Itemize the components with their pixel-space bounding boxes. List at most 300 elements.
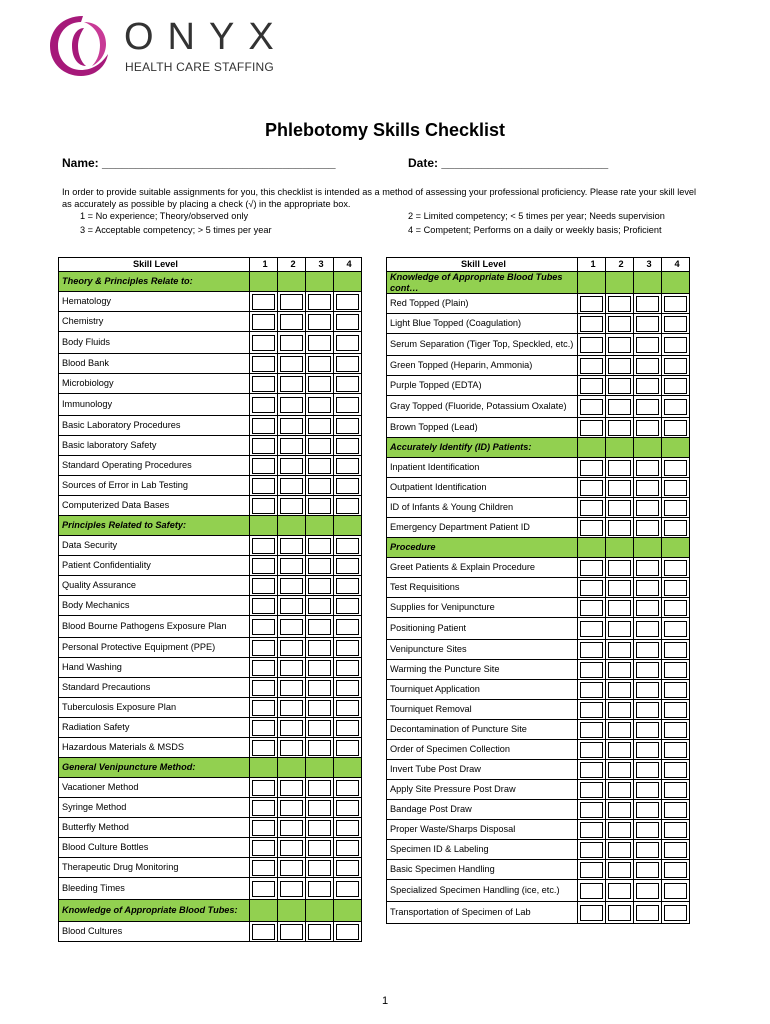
level-2-cell[interactable] [606, 860, 634, 880]
level-4-checkbox[interactable] [664, 822, 687, 838]
level-3-checkbox[interactable] [308, 860, 331, 876]
level-4-checkbox[interactable] [664, 580, 687, 596]
level-2-checkbox[interactable] [280, 619, 303, 635]
level-1-checkbox[interactable] [252, 780, 275, 796]
level-1-checkbox[interactable] [252, 356, 275, 372]
level-4-checkbox[interactable] [336, 478, 359, 494]
level-2-checkbox[interactable] [280, 478, 303, 494]
level-3-cell[interactable] [634, 902, 662, 924]
level-1-cell[interactable] [250, 312, 278, 332]
level-2-cell[interactable] [278, 496, 306, 516]
level-4-checkbox[interactable] [336, 578, 359, 594]
level-4-cell[interactable] [334, 416, 362, 436]
level-3-cell[interactable] [306, 354, 334, 374]
level-4-checkbox[interactable] [336, 740, 359, 756]
level-2-checkbox[interactable] [280, 418, 303, 434]
level-1-cell[interactable] [250, 858, 278, 878]
level-1-checkbox[interactable] [252, 294, 275, 310]
level-1-checkbox[interactable] [580, 580, 603, 596]
level-4-cell[interactable] [662, 396, 690, 418]
level-1-cell[interactable] [250, 818, 278, 838]
level-4-cell[interactable] [334, 576, 362, 596]
level-2-checkbox[interactable] [608, 296, 631, 312]
level-4-cell[interactable] [334, 638, 362, 658]
level-1-cell[interactable] [250, 718, 278, 738]
level-3-cell[interactable] [306, 394, 334, 416]
level-3-checkbox[interactable] [636, 337, 659, 353]
level-2-checkbox[interactable] [280, 720, 303, 736]
level-1-cell[interactable] [578, 498, 606, 518]
level-3-checkbox[interactable] [308, 538, 331, 554]
level-2-cell[interactable] [606, 498, 634, 518]
level-4-checkbox[interactable] [664, 480, 687, 496]
level-2-checkbox[interactable] [608, 500, 631, 516]
level-4-cell[interactable] [334, 476, 362, 496]
level-4-cell[interactable] [662, 680, 690, 700]
level-2-cell[interactable] [606, 820, 634, 840]
level-4-checkbox[interactable] [336, 780, 359, 796]
level-3-checkbox[interactable] [308, 700, 331, 716]
level-2-cell[interactable] [278, 456, 306, 476]
level-3-checkbox[interactable] [636, 842, 659, 858]
level-4-checkbox[interactable] [336, 418, 359, 434]
level-3-cell[interactable] [634, 700, 662, 720]
level-1-cell[interactable] [578, 518, 606, 538]
level-1-cell[interactable] [250, 536, 278, 556]
level-2-checkbox[interactable] [280, 660, 303, 676]
level-2-checkbox[interactable] [608, 742, 631, 758]
level-3-cell[interactable] [306, 556, 334, 576]
level-4-cell[interactable] [662, 840, 690, 860]
level-3-cell[interactable] [634, 498, 662, 518]
level-2-cell[interactable] [606, 518, 634, 538]
level-4-checkbox[interactable] [336, 924, 359, 940]
level-1-checkbox[interactable] [580, 600, 603, 616]
level-1-checkbox[interactable] [252, 720, 275, 736]
level-4-checkbox[interactable] [664, 316, 687, 332]
level-1-cell[interactable] [578, 820, 606, 840]
level-4-checkbox[interactable] [664, 296, 687, 312]
level-4-cell[interactable] [334, 536, 362, 556]
level-2-checkbox[interactable] [608, 337, 631, 353]
level-3-checkbox[interactable] [308, 840, 331, 856]
level-4-checkbox[interactable] [664, 420, 687, 436]
level-4-cell[interactable] [662, 820, 690, 840]
level-2-checkbox[interactable] [608, 762, 631, 778]
level-3-cell[interactable] [306, 922, 334, 942]
level-4-checkbox[interactable] [664, 621, 687, 637]
level-3-cell[interactable] [306, 838, 334, 858]
level-3-cell[interactable] [306, 718, 334, 738]
level-4-cell[interactable] [334, 596, 362, 616]
level-1-cell[interactable] [578, 294, 606, 314]
level-1-checkbox[interactable] [252, 538, 275, 554]
level-2-checkbox[interactable] [608, 378, 631, 394]
level-3-checkbox[interactable] [308, 294, 331, 310]
level-1-checkbox[interactable] [252, 458, 275, 474]
level-3-checkbox[interactable] [636, 822, 659, 838]
level-1-checkbox[interactable] [580, 822, 603, 838]
level-2-checkbox[interactable] [608, 399, 631, 415]
level-4-checkbox[interactable] [336, 680, 359, 696]
level-2-checkbox[interactable] [608, 842, 631, 858]
level-1-checkbox[interactable] [580, 621, 603, 637]
level-2-checkbox[interactable] [280, 840, 303, 856]
level-1-checkbox[interactable] [580, 682, 603, 698]
level-2-cell[interactable] [606, 578, 634, 598]
level-3-checkbox[interactable] [308, 578, 331, 594]
level-3-checkbox[interactable] [636, 560, 659, 576]
level-2-checkbox[interactable] [280, 924, 303, 940]
level-4-checkbox[interactable] [336, 700, 359, 716]
level-4-checkbox[interactable] [336, 438, 359, 454]
level-3-checkbox[interactable] [636, 378, 659, 394]
level-1-checkbox[interactable] [580, 662, 603, 678]
level-3-checkbox[interactable] [308, 881, 331, 897]
level-1-checkbox[interactable] [580, 883, 603, 899]
level-1-cell[interactable] [250, 616, 278, 638]
level-2-cell[interactable] [606, 640, 634, 660]
level-4-cell[interactable] [334, 292, 362, 312]
level-3-checkbox[interactable] [308, 820, 331, 836]
level-2-cell[interactable] [606, 700, 634, 720]
level-2-cell[interactable] [278, 436, 306, 456]
level-2-checkbox[interactable] [608, 420, 631, 436]
level-1-cell[interactable] [578, 578, 606, 598]
level-1-checkbox[interactable] [252, 598, 275, 614]
level-3-cell[interactable] [306, 738, 334, 758]
level-2-cell[interactable] [606, 840, 634, 860]
level-1-cell[interactable] [250, 576, 278, 596]
level-3-checkbox[interactable] [308, 640, 331, 656]
level-3-cell[interactable] [634, 518, 662, 538]
level-1-cell[interactable] [578, 478, 606, 498]
level-2-checkbox[interactable] [280, 314, 303, 330]
level-1-cell[interactable] [250, 416, 278, 436]
level-2-checkbox[interactable] [280, 598, 303, 614]
level-2-checkbox[interactable] [280, 538, 303, 554]
level-2-cell[interactable] [278, 332, 306, 354]
level-1-checkbox[interactable] [580, 378, 603, 394]
level-4-cell[interactable] [662, 418, 690, 438]
level-3-cell[interactable] [634, 660, 662, 680]
level-1-cell[interactable] [578, 760, 606, 780]
level-2-cell[interactable] [606, 618, 634, 640]
level-4-checkbox[interactable] [664, 500, 687, 516]
level-2-cell[interactable] [278, 616, 306, 638]
level-3-cell[interactable] [634, 780, 662, 800]
level-1-cell[interactable] [250, 596, 278, 616]
level-4-checkbox[interactable] [336, 660, 359, 676]
level-3-checkbox[interactable] [636, 802, 659, 818]
level-3-checkbox[interactable] [636, 460, 659, 476]
level-4-cell[interactable] [334, 818, 362, 838]
level-4-cell[interactable] [662, 660, 690, 680]
level-4-checkbox[interactable] [336, 800, 359, 816]
level-2-cell[interactable] [606, 314, 634, 334]
level-1-cell[interactable] [578, 314, 606, 334]
level-4-checkbox[interactable] [336, 314, 359, 330]
level-4-checkbox[interactable] [336, 356, 359, 372]
level-2-checkbox[interactable] [280, 740, 303, 756]
level-2-checkbox[interactable] [608, 480, 631, 496]
level-3-checkbox[interactable] [636, 905, 659, 921]
level-3-cell[interactable] [634, 618, 662, 640]
level-4-cell[interactable] [662, 598, 690, 618]
level-4-cell[interactable] [334, 616, 362, 638]
level-4-cell[interactable] [662, 720, 690, 740]
level-2-cell[interactable] [278, 878, 306, 900]
level-2-cell[interactable] [278, 678, 306, 698]
level-4-cell[interactable] [662, 800, 690, 820]
level-2-checkbox[interactable] [608, 600, 631, 616]
level-1-checkbox[interactable] [252, 478, 275, 494]
level-1-checkbox[interactable] [252, 558, 275, 574]
level-3-checkbox[interactable] [308, 356, 331, 372]
level-1-checkbox[interactable] [252, 578, 275, 594]
level-3-cell[interactable] [306, 878, 334, 900]
level-3-cell[interactable] [634, 578, 662, 598]
level-3-cell[interactable] [634, 840, 662, 860]
level-1-checkbox[interactable] [252, 376, 275, 392]
level-1-cell[interactable] [250, 698, 278, 718]
level-2-checkbox[interactable] [280, 376, 303, 392]
level-3-checkbox[interactable] [308, 619, 331, 635]
level-2-checkbox[interactable] [608, 580, 631, 596]
level-4-cell[interactable] [662, 902, 690, 924]
level-1-cell[interactable] [250, 638, 278, 658]
level-2-checkbox[interactable] [608, 862, 631, 878]
level-4-cell[interactable] [334, 838, 362, 858]
level-2-checkbox[interactable] [608, 883, 631, 899]
level-3-checkbox[interactable] [308, 438, 331, 454]
level-2-checkbox[interactable] [280, 700, 303, 716]
level-2-cell[interactable] [278, 798, 306, 818]
level-4-checkbox[interactable] [664, 682, 687, 698]
level-1-checkbox[interactable] [580, 316, 603, 332]
level-1-cell[interactable] [578, 840, 606, 860]
level-4-checkbox[interactable] [336, 294, 359, 310]
level-4-cell[interactable] [662, 880, 690, 902]
level-1-cell[interactable] [250, 476, 278, 496]
level-2-cell[interactable] [606, 598, 634, 618]
level-4-cell[interactable] [662, 478, 690, 498]
name-field[interactable]: Name: ___________________________________ [62, 156, 336, 170]
level-4-checkbox[interactable] [336, 619, 359, 635]
level-4-cell[interactable] [334, 312, 362, 332]
level-3-cell[interactable] [634, 458, 662, 478]
level-4-cell[interactable] [334, 332, 362, 354]
level-4-checkbox[interactable] [336, 376, 359, 392]
level-3-cell[interactable] [306, 596, 334, 616]
level-2-checkbox[interactable] [608, 560, 631, 576]
level-4-cell[interactable] [334, 738, 362, 758]
level-2-checkbox[interactable] [608, 702, 631, 718]
level-1-cell[interactable] [578, 356, 606, 376]
level-4-checkbox[interactable] [336, 458, 359, 474]
level-3-cell[interactable] [306, 818, 334, 838]
level-3-checkbox[interactable] [308, 924, 331, 940]
level-4-checkbox[interactable] [664, 520, 687, 536]
level-1-checkbox[interactable] [252, 680, 275, 696]
level-1-checkbox[interactable] [580, 460, 603, 476]
level-1-checkbox[interactable] [252, 640, 275, 656]
level-2-cell[interactable] [606, 740, 634, 760]
level-2-checkbox[interactable] [608, 802, 631, 818]
level-4-cell[interactable] [334, 394, 362, 416]
level-4-cell[interactable] [334, 678, 362, 698]
level-1-checkbox[interactable] [580, 480, 603, 496]
level-4-checkbox[interactable] [664, 460, 687, 476]
level-1-checkbox[interactable] [580, 358, 603, 374]
level-3-checkbox[interactable] [308, 314, 331, 330]
level-4-cell[interactable] [662, 618, 690, 640]
level-3-checkbox[interactable] [308, 740, 331, 756]
level-4-checkbox[interactable] [664, 662, 687, 678]
level-2-checkbox[interactable] [280, 860, 303, 876]
level-3-checkbox[interactable] [636, 862, 659, 878]
level-3-cell[interactable] [634, 478, 662, 498]
level-1-checkbox[interactable] [252, 498, 275, 514]
level-2-checkbox[interactable] [280, 438, 303, 454]
level-3-cell[interactable] [634, 760, 662, 780]
level-4-checkbox[interactable] [664, 742, 687, 758]
level-1-cell[interactable] [578, 680, 606, 700]
level-4-checkbox[interactable] [336, 397, 359, 413]
level-3-checkbox[interactable] [308, 598, 331, 614]
level-1-cell[interactable] [578, 780, 606, 800]
level-2-cell[interactable] [278, 858, 306, 878]
level-1-cell[interactable] [250, 678, 278, 698]
level-4-cell[interactable] [334, 556, 362, 576]
level-4-cell[interactable] [662, 294, 690, 314]
level-3-cell[interactable] [634, 800, 662, 820]
level-1-checkbox[interactable] [580, 782, 603, 798]
level-2-checkbox[interactable] [280, 881, 303, 897]
level-1-checkbox[interactable] [580, 420, 603, 436]
level-4-checkbox[interactable] [664, 378, 687, 394]
level-4-checkbox[interactable] [336, 820, 359, 836]
level-1-cell[interactable] [250, 436, 278, 456]
level-3-checkbox[interactable] [308, 660, 331, 676]
level-2-checkbox[interactable] [608, 822, 631, 838]
level-2-cell[interactable] [278, 596, 306, 616]
level-1-cell[interactable] [250, 738, 278, 758]
level-1-checkbox[interactable] [580, 802, 603, 818]
level-3-cell[interactable] [306, 698, 334, 718]
level-4-checkbox[interactable] [664, 702, 687, 718]
level-4-cell[interactable] [334, 354, 362, 374]
level-4-checkbox[interactable] [664, 358, 687, 374]
level-4-checkbox[interactable] [336, 558, 359, 574]
level-2-checkbox[interactable] [280, 640, 303, 656]
level-2-cell[interactable] [278, 292, 306, 312]
level-2-cell[interactable] [278, 638, 306, 658]
level-3-checkbox[interactable] [636, 621, 659, 637]
level-3-cell[interactable] [306, 576, 334, 596]
level-2-checkbox[interactable] [608, 642, 631, 658]
level-4-checkbox[interactable] [664, 399, 687, 415]
level-4-checkbox[interactable] [336, 840, 359, 856]
level-4-checkbox[interactable] [336, 335, 359, 351]
level-1-checkbox[interactable] [252, 924, 275, 940]
level-3-checkbox[interactable] [636, 420, 659, 436]
level-3-cell[interactable] [306, 616, 334, 638]
level-1-cell[interactable] [250, 332, 278, 354]
level-4-cell[interactable] [662, 640, 690, 660]
level-2-cell[interactable] [606, 780, 634, 800]
level-4-checkbox[interactable] [664, 782, 687, 798]
level-1-checkbox[interactable] [580, 862, 603, 878]
level-4-checkbox[interactable] [664, 762, 687, 778]
level-4-cell[interactable] [662, 458, 690, 478]
level-3-checkbox[interactable] [636, 682, 659, 698]
level-2-cell[interactable] [278, 718, 306, 738]
level-2-cell[interactable] [606, 458, 634, 478]
level-3-checkbox[interactable] [308, 478, 331, 494]
level-4-cell[interactable] [334, 718, 362, 738]
level-2-cell[interactable] [278, 778, 306, 798]
level-3-checkbox[interactable] [636, 722, 659, 738]
level-1-checkbox[interactable] [252, 660, 275, 676]
level-2-checkbox[interactable] [280, 558, 303, 574]
level-1-cell[interactable] [578, 860, 606, 880]
level-4-checkbox[interactable] [664, 802, 687, 818]
level-2-checkbox[interactable] [608, 905, 631, 921]
level-1-cell[interactable] [250, 778, 278, 798]
level-1-checkbox[interactable] [580, 702, 603, 718]
level-2-cell[interactable] [278, 818, 306, 838]
level-1-cell[interactable] [578, 740, 606, 760]
level-2-checkbox[interactable] [280, 397, 303, 413]
level-4-cell[interactable] [334, 878, 362, 900]
level-3-checkbox[interactable] [636, 662, 659, 678]
level-3-checkbox[interactable] [636, 782, 659, 798]
level-1-cell[interactable] [578, 376, 606, 396]
level-1-checkbox[interactable] [252, 397, 275, 413]
level-4-checkbox[interactable] [664, 337, 687, 353]
level-1-checkbox[interactable] [580, 742, 603, 758]
level-1-cell[interactable] [250, 354, 278, 374]
level-2-cell[interactable] [278, 476, 306, 496]
level-2-cell[interactable] [278, 698, 306, 718]
level-1-cell[interactable] [578, 458, 606, 478]
level-3-cell[interactable] [306, 658, 334, 678]
level-1-checkbox[interactable] [580, 722, 603, 738]
level-2-cell[interactable] [606, 720, 634, 740]
level-3-cell[interactable] [634, 720, 662, 740]
level-1-checkbox[interactable] [252, 840, 275, 856]
level-1-cell[interactable] [578, 598, 606, 618]
level-3-cell[interactable] [306, 798, 334, 818]
level-3-cell[interactable] [634, 376, 662, 396]
level-2-cell[interactable] [278, 738, 306, 758]
level-1-checkbox[interactable] [580, 905, 603, 921]
level-2-cell[interactable] [606, 660, 634, 680]
level-4-cell[interactable] [662, 760, 690, 780]
level-1-checkbox[interactable] [580, 296, 603, 312]
level-2-checkbox[interactable] [608, 520, 631, 536]
level-1-checkbox[interactable] [580, 520, 603, 536]
level-3-checkbox[interactable] [636, 642, 659, 658]
level-4-cell[interactable] [334, 698, 362, 718]
level-4-checkbox[interactable] [664, 560, 687, 576]
level-3-cell[interactable] [634, 740, 662, 760]
level-1-checkbox[interactable] [580, 642, 603, 658]
level-2-checkbox[interactable] [280, 458, 303, 474]
level-2-cell[interactable] [606, 558, 634, 578]
level-1-cell[interactable] [578, 720, 606, 740]
